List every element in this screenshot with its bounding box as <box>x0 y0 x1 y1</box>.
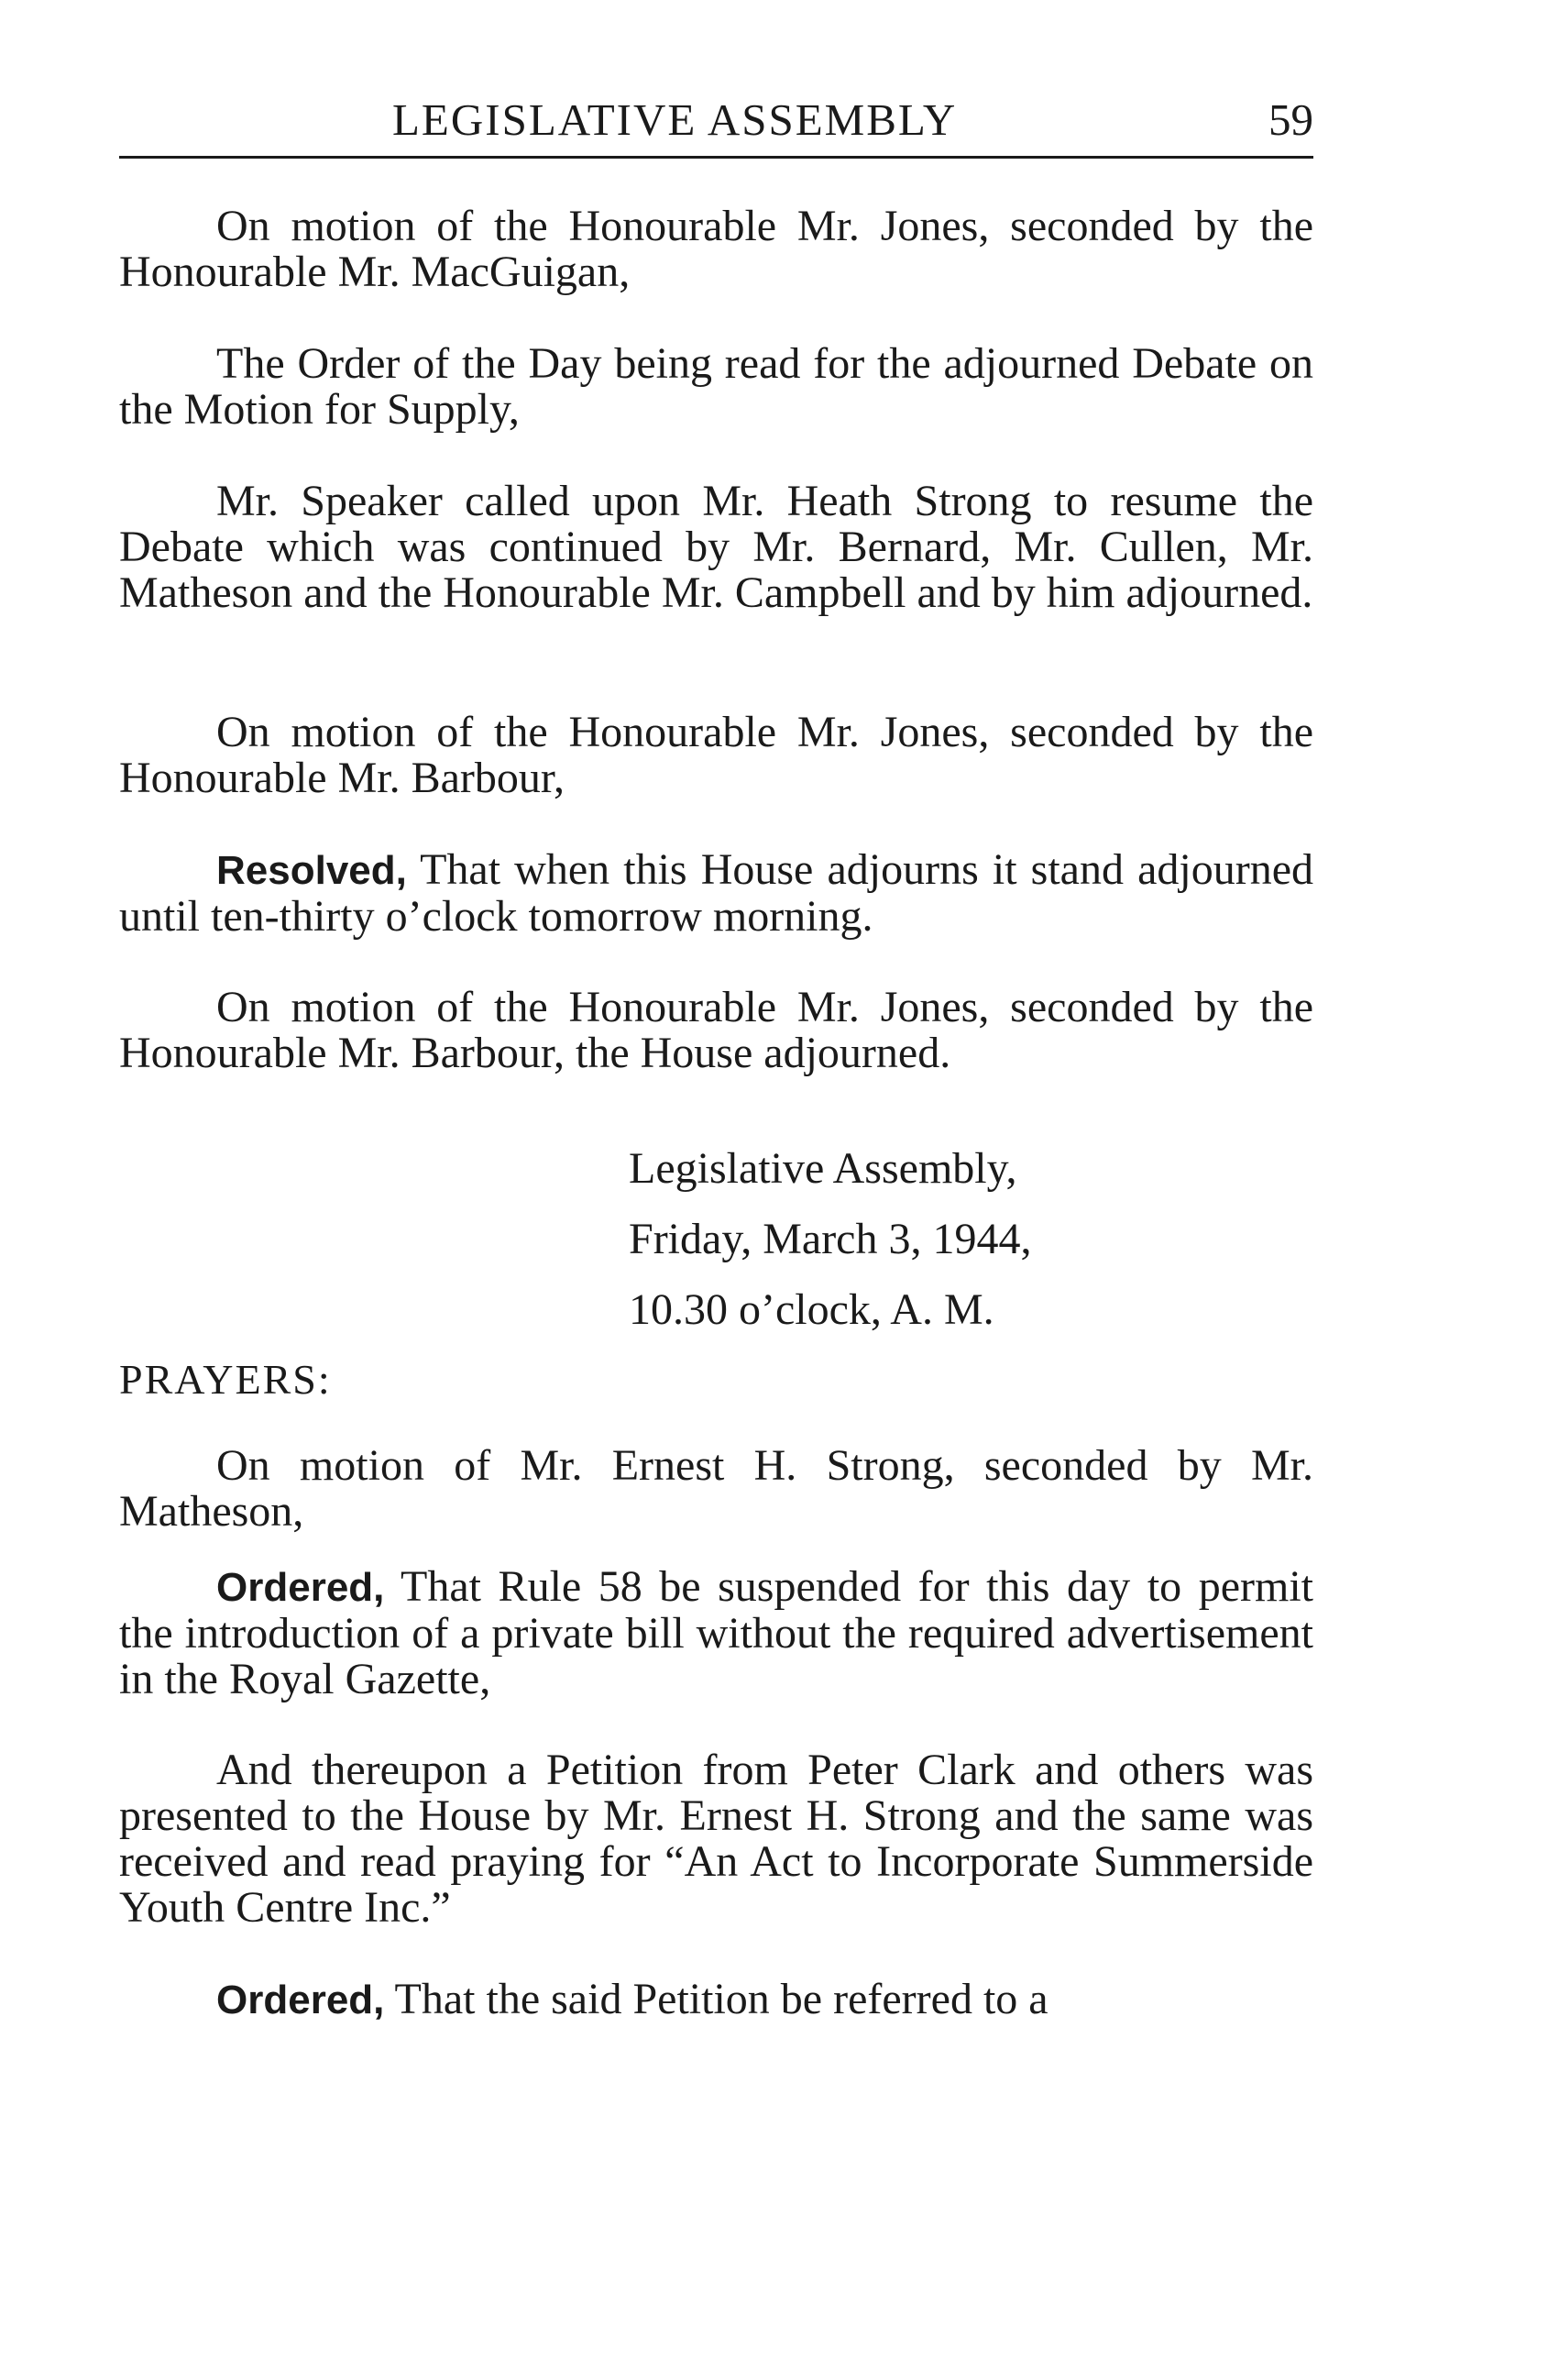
resolved-label: Resolved, <box>216 848 407 893</box>
running-title: LEGISLATIVE ASSEMBLY <box>392 94 958 145</box>
paragraph-ordered-petition-referred: Ordered, That the said Petition be referred to a <box>216 1975 1048 2023</box>
prayers-heading: PRAYERS: <box>119 1356 332 1403</box>
paragraph-petition: And thereupon a Petition from Peter Clark and others was presented to the House by Mr. Ernest H. Strong and the same was received and read praying for “An Act to Incorporate Summerside Youth Centre Inc.” <box>119 1746 1313 1932</box>
ordered-label: Ordered, <box>216 1565 385 1610</box>
page-number: 59 <box>1268 94 1313 145</box>
paragraph-motion-jones-barbour: On motion of the Honourable Mr. Jones, seconded by the Honourable Mr. Barbour, <box>119 708 1313 802</box>
ordered-label: Ordered, <box>216 1978 385 2022</box>
paragraph-resolved: Resolved, That when this House adjourns it stand adjourned until ten-thirty o’clock tomorrow morning. <box>119 845 1313 941</box>
sitting-place: Legislative Assembly, <box>629 1144 1017 1193</box>
sitting-date: Friday, March 3, 1944, <box>629 1215 1032 1263</box>
paragraph-motion-strong-matheson: On motion of Mr. Ernest H. Strong, seconded by Mr. Matheson, <box>119 1441 1313 1536</box>
paragraph-ordered-rule-58: Ordered, That Rule 58 be suspended for this day to permit the introduction of a private bill without the required advertisement in the Royal Gazette, <box>119 1562 1313 1703</box>
paragraph-motion-jones-macguigan: On motion of the Honourable Mr. Jones, seconded by the Honourable Mr. MacGuigan, <box>119 202 1313 296</box>
page-header <box>119 92 1313 159</box>
paragraph-house-adjourned: On motion of the Honourable Mr. Jones, seconded by the Honourable Mr. Barbour, the House adjourned. <box>119 983 1313 1077</box>
paragraph-order-of-day: The Order of the Day being read for the adjourned Debate on the Motion for Supply, <box>119 339 1313 434</box>
sitting-time: 10.30 o’clock, A. M. <box>629 1285 994 1334</box>
paragraph-speaker-debate: Mr. Speaker called upon Mr. Heath Strong to resume the Debate which was continued by Mr. Bernard, Mr. Cullen, Mr. Matheson and the Honourable Mr. Campbell and by him adjourned. <box>119 477 1313 617</box>
